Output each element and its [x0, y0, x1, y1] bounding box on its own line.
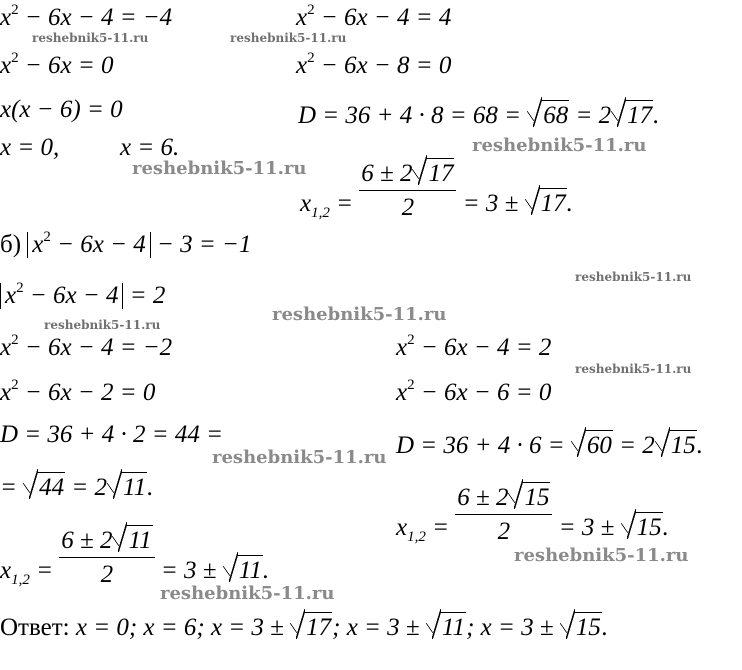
- eq-b-right-1: $x^2 - 6x - 4 = 2$: [396, 332, 552, 361]
- watermark: reshebnik5-11.ru: [160, 583, 335, 604]
- discriminant-b-left-1: D = 36 + 4 · 2 = 44 =: [0, 421, 224, 448]
- eq-b-left-2: $x^2 - 6x - 2 = 0$: [0, 377, 156, 406]
- eq-a-left-2: $x^2 - 6x = 0$: [0, 50, 114, 79]
- watermark: reshebnik5-11.ru: [230, 31, 347, 45]
- watermark: reshebnik5-11.ru: [212, 447, 387, 468]
- roots-a: $x_{1,2}$ = $\frac{6 \pm 2 17}{2}$ = 3 ± 17.: [300, 160, 573, 221]
- discriminant-b-left-2: = 44 = 2 11.: [0, 474, 154, 501]
- watermark: reshebnik5-11.ru: [272, 304, 447, 325]
- eq-a-right-2: $x^2 - 6x - 8 = 0$: [296, 50, 452, 79]
- eq-a-left-4b: x = 6.: [120, 134, 180, 161]
- eq-a-left-1: $x^2 - 6x - 4 = -4$: [0, 2, 173, 31]
- eq-a-left-4a: x = 0,: [0, 134, 60, 161]
- watermark: reshebnik5-11.ru: [44, 318, 161, 332]
- discriminant-b-right: D = 36 + 4 · 6 = 60 = 2 15.: [396, 432, 704, 459]
- roots-b-left: $x_{1,2}$ = $\frac{6 \pm 2 11}{2}$ = 3 ± 11.: [0, 527, 270, 588]
- answer-line: Ответ: x = 0; x = 6; x = 3 ± 17; x = 3 ± 11; x = 3 ± 15.: [0, 614, 609, 641]
- discriminant-a: D = 36 + 4 · 8 = 68 = 68 = 2 17.: [298, 102, 660, 129]
- eq-b-right-2: $x^2 - 6x - 6 = 0$: [396, 377, 552, 406]
- watermark: reshebnik5-11.ru: [32, 31, 149, 45]
- watermark: reshebnik5-11.ru: [575, 270, 692, 284]
- watermark: reshebnik5-11.ru: [132, 158, 307, 179]
- eq-b-left-1: $x^2 - 6x - 4 = -2$: [0, 332, 173, 361]
- watermark: reshebnik5-11.ru: [575, 362, 692, 376]
- eq-b-abs: $x^2 - 6x - 4 = 2$: [0, 283, 165, 309]
- roots-b-right: $x_{1,2}$ = $\frac{6 \pm 2 15}{2}$ = 3 ± 15.: [396, 484, 669, 545]
- eq-a-left-3: x(x − 6) = 0: [0, 96, 123, 123]
- eq-b-main: б) $x^2 - 6x - 4 - 3 = -1$: [0, 229, 252, 258]
- eq-a-right-1: $x^2 - 6x - 4 = 4$: [296, 2, 452, 31]
- watermark: reshebnik5-11.ru: [472, 135, 647, 156]
- watermark: reshebnik5-11.ru: [514, 545, 689, 566]
